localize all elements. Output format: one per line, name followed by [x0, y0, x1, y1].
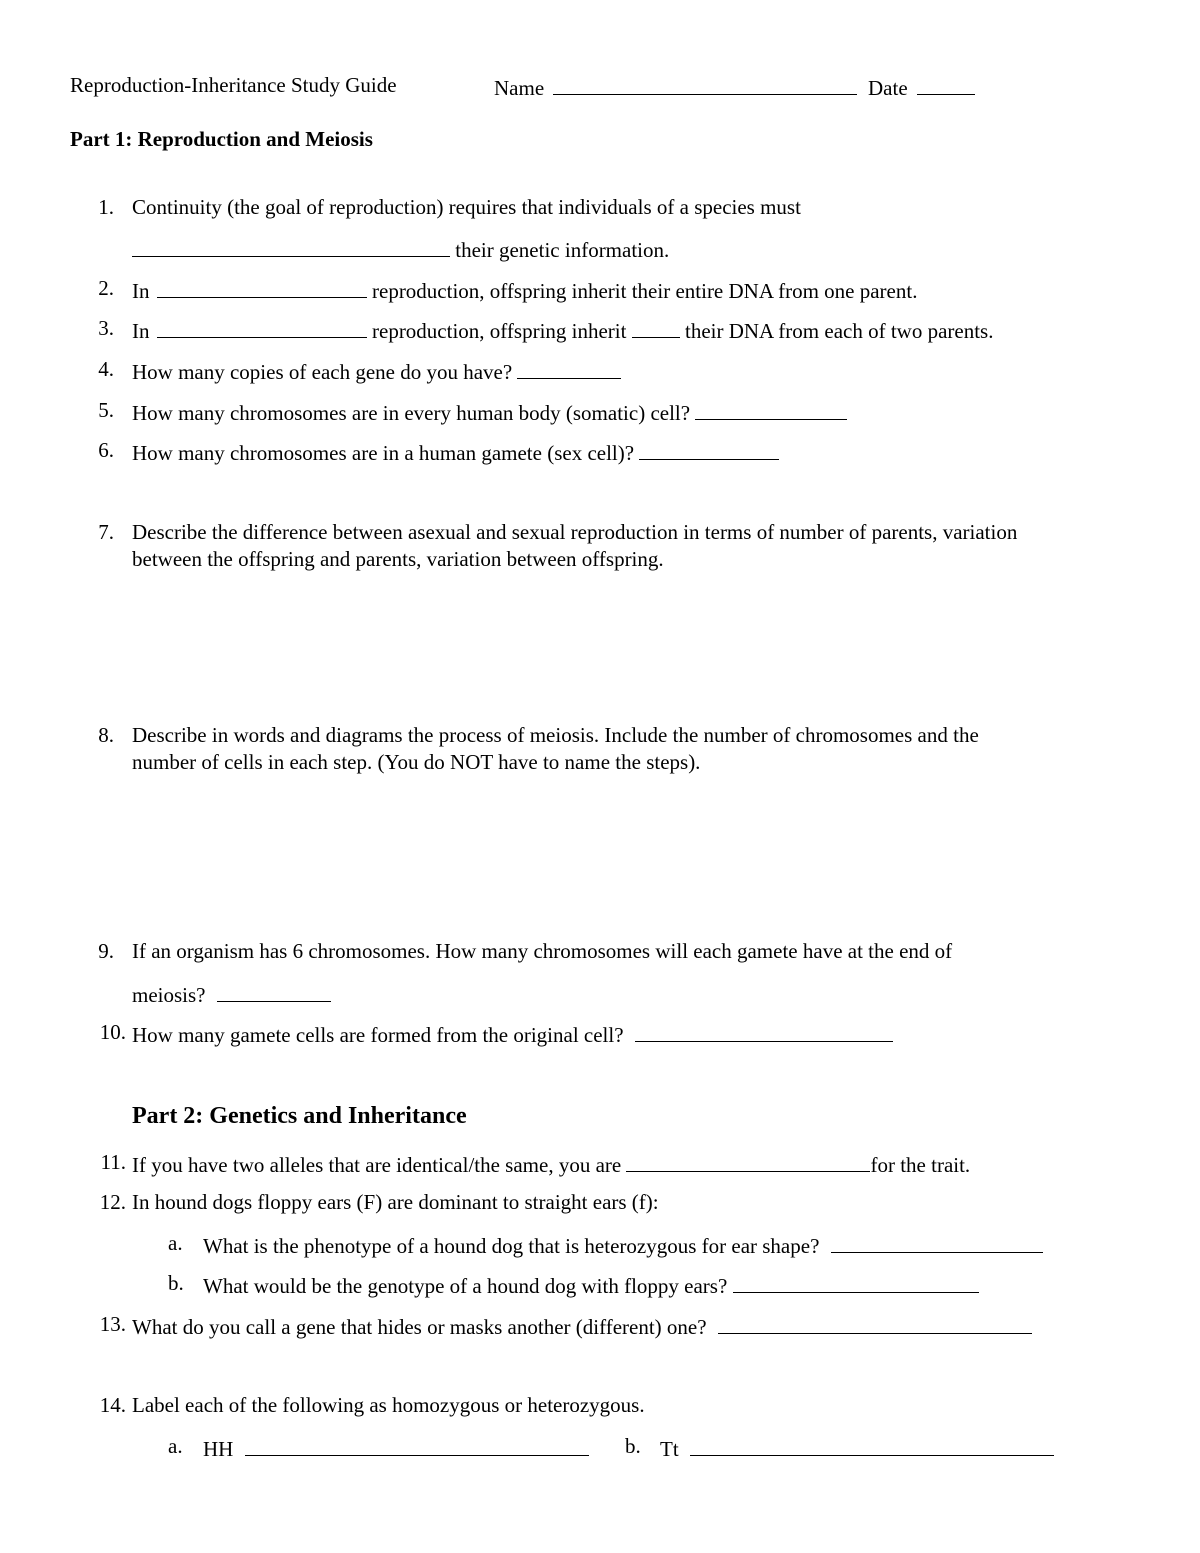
q6-question: How many chromosomes are in a human gamete (sex cell)? [132, 441, 635, 465]
q3-mid: reproduction, offspring inherit [372, 319, 627, 343]
q7-line1: Describe the difference between asexual and sexual reproduction in terms of number of parents, variation [132, 520, 1018, 544]
q7-line2: between the offspring and parents, variation between offspring. [132, 547, 664, 571]
q2-before: In [132, 279, 150, 303]
q3-after: their DNA from each of two parents. [684, 319, 994, 343]
q1-blank[interactable] [132, 235, 450, 257]
q9-line2 [132, 980, 331, 1008]
q12a-label: a. [168, 1231, 183, 1255]
q12a-blank[interactable] [831, 1231, 1043, 1253]
date-blank[interactable] [917, 73, 975, 95]
q12a-question: What is the phenotype of a hound dog that is heterozygous for ear shape? [203, 1234, 820, 1258]
q4-number: 4. [98, 357, 114, 381]
q11-before: If you have two alleles that are identical/the same, you are [132, 1153, 622, 1177]
q14a-label: a. [168, 1434, 183, 1458]
q11-after: for the trait. [870, 1153, 971, 1177]
q9-line2-text: meiosis? [132, 983, 206, 1007]
q11-text [132, 1150, 970, 1178]
worksheet-header [70, 73, 397, 98]
q3-blank-1[interactable] [157, 316, 367, 338]
q14a-item [203, 1434, 589, 1462]
q14-number: 14. [99, 1393, 126, 1417]
q3-text [132, 316, 993, 344]
q9-number: 9. [98, 939, 114, 963]
q11-number: 11. [100, 1150, 126, 1174]
q8-line1: Describe in words and diagrams the process of meiosis. Include the number of chromosomes and the [132, 723, 979, 747]
q13-text [132, 1312, 1032, 1340]
q14b-genotype: Tt [660, 1437, 679, 1461]
q12-number: 12. [99, 1190, 126, 1214]
q12b-blank[interactable] [733, 1271, 979, 1293]
q2-text [132, 276, 917, 304]
q13-number: 13. [99, 1312, 126, 1336]
q6-number: 6. [98, 438, 114, 462]
q3-before: In [132, 319, 150, 343]
q3-blank-2[interactable] [632, 316, 680, 338]
q13-blank[interactable] [718, 1312, 1032, 1334]
q5-question: How many chromosomes are in every human body (somatic) cell? [132, 401, 691, 425]
q10-question: How many gamete cells are formed from the original cell? [132, 1023, 624, 1047]
q4-blank[interactable] [517, 357, 621, 379]
q14b-blank[interactable] [690, 1434, 1054, 1456]
q14b-label: b. [625, 1434, 641, 1458]
q8-number: 8. [98, 723, 114, 747]
q4-text [132, 357, 621, 385]
q12b-question: What would be the genotype of a hound dog with floppy ears? [203, 1274, 728, 1298]
name-blank[interactable] [553, 73, 857, 95]
q2-blank[interactable] [157, 276, 367, 298]
q7-number: 7. [98, 520, 114, 544]
q2-after: reproduction, offspring inherit their entire DNA from one parent. [372, 279, 918, 303]
q12b-text [203, 1271, 979, 1299]
q1-line2 [132, 235, 669, 263]
date-label: Date [868, 76, 908, 100]
q14-text: Label each of the following as homozygous or heterozygous. [132, 1393, 645, 1417]
q1-number: 1. [98, 195, 114, 219]
q14a-blank[interactable] [245, 1434, 589, 1456]
date-field [868, 73, 975, 101]
q12-text: In hound dogs floppy ears (F) are dominant to straight ears (f): [132, 1190, 659, 1214]
q4-question: How many copies of each gene do you have? [132, 360, 513, 384]
q9-blank[interactable] [217, 980, 331, 1002]
q14b-item [660, 1434, 1054, 1462]
q3-number: 3. [98, 316, 114, 340]
q5-text [132, 398, 847, 426]
q1-line1: Continuity (the goal of reproduction) requires that individuals of a species must [132, 195, 801, 219]
q12b-label: b. [168, 1271, 184, 1295]
q9-line1: If an organism has 6 chromosomes. How many chromosomes will each gamete have at the end of [132, 939, 953, 963]
q10-text [132, 1020, 893, 1048]
q2-number: 2. [98, 276, 114, 300]
q13-question: What do you call a gene that hides or masks another (different) one? [132, 1315, 707, 1339]
q11-blank[interactable] [626, 1150, 870, 1172]
part2-heading: Part 2: Genetics and Inheritance [132, 1103, 467, 1129]
part1-heading: Part 1: Reproduction and Meiosis [70, 127, 373, 151]
q10-blank[interactable] [635, 1020, 893, 1042]
q12a-text [203, 1231, 1043, 1259]
q5-blank[interactable] [695, 398, 847, 420]
name-label: Name [494, 76, 545, 100]
q5-number: 5. [98, 398, 114, 422]
name-field [494, 73, 857, 101]
q1-line2-text: their genetic information. [455, 238, 670, 262]
q8-line2: number of cells in each step. (You do NOT have to name the steps). [132, 750, 701, 774]
worksheet-title: Reproduction-Inheritance Study Guide [70, 73, 397, 97]
q6-text [132, 438, 779, 466]
q6-blank[interactable] [639, 438, 779, 460]
q14a-genotype: HH [203, 1437, 234, 1461]
q10-number: 10. [99, 1020, 126, 1044]
